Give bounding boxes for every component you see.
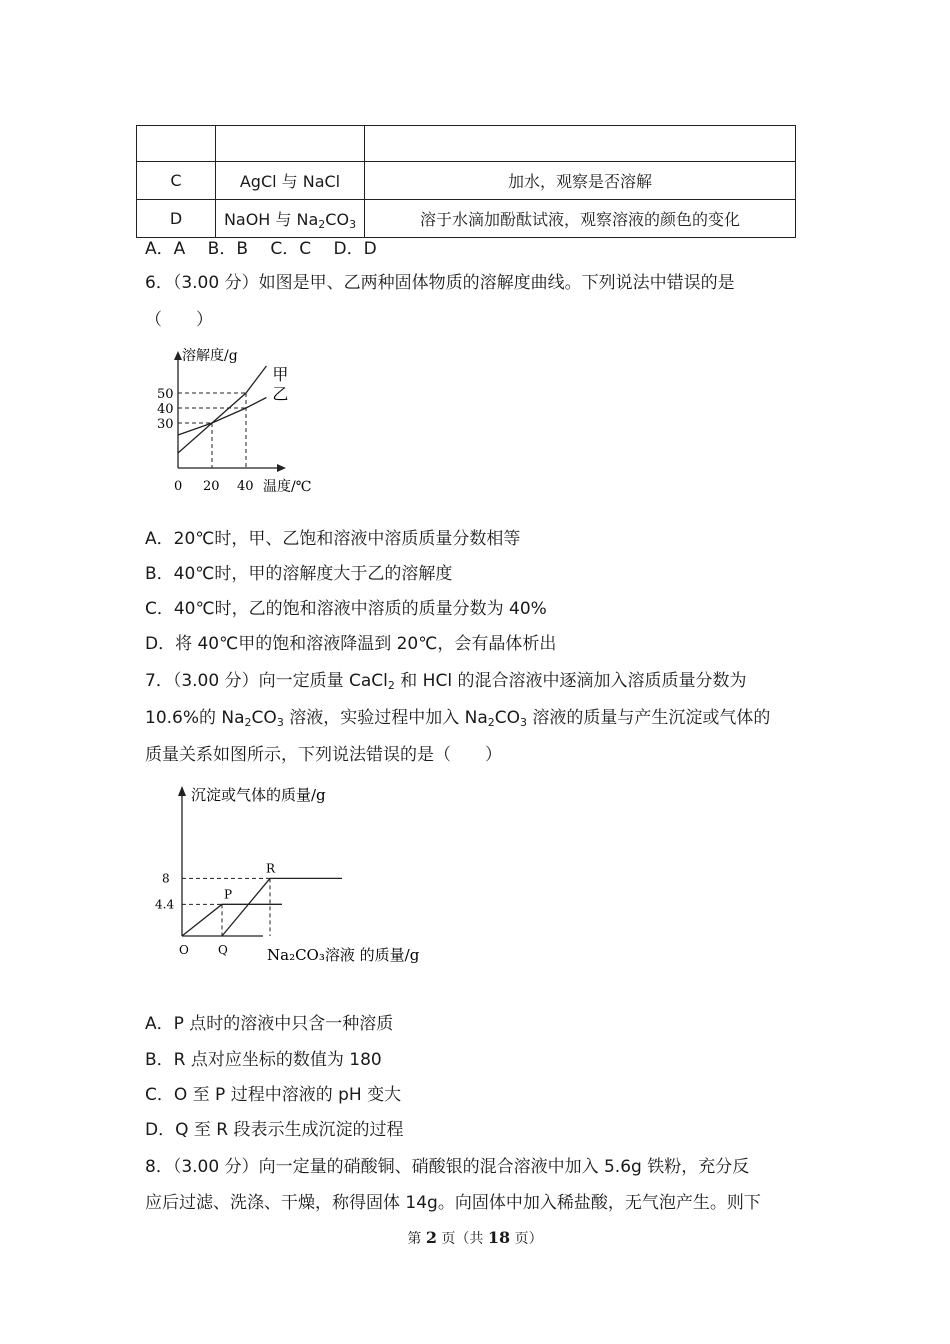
table-cell xyxy=(365,126,796,162)
q8-stem-line2: 应后过滤、洗涤、干燥，称得固体 14g。向固体中加入稀盐酸，无气泡产生。则下 xyxy=(145,1193,761,1213)
y-axis-arrow xyxy=(178,786,186,796)
q7-stem-line3: 质量关系如图所示，下列说法错误的是（ ） xyxy=(145,745,502,765)
point-label-r: R xyxy=(266,861,276,876)
x-tick-label: 40 xyxy=(237,479,254,494)
table-cell-substances: NaOH 与 $Na_2CO_3$ xyxy=(216,200,365,238)
y-tick-label: 30 xyxy=(157,417,174,432)
precipitate-ylabel: 沉淀或气体的质量/g xyxy=(191,786,326,804)
precipitate-chart xyxy=(145,778,445,978)
q7-option-a: A．P 点时的溶液中只含一种溶质 xyxy=(145,1014,394,1034)
y-tick-label: 8 xyxy=(162,871,170,886)
table-row xyxy=(137,126,796,162)
x-tick-label: 20 xyxy=(203,479,220,494)
q7-stem-line2: 10.6%的 $Na_2CO_3$ 溶液，实验过程中加入 $Na_2CO_3$ 溶液的质量与产生沉淀或气体的 xyxy=(145,708,771,729)
series-label: 甲 xyxy=(272,365,289,384)
table-cell-method: 加水，观察是否溶解 xyxy=(365,162,796,200)
solubility-axes xyxy=(174,351,289,472)
options-table xyxy=(136,125,796,238)
point-label-q: Q xyxy=(218,943,228,957)
solubility-chart xyxy=(145,340,345,500)
page-footer: 第 2 页（共 18 页） xyxy=(407,1228,543,1247)
table-row xyxy=(137,162,796,200)
x-axis-arrow xyxy=(277,464,286,472)
y-axis-arrow xyxy=(174,351,182,360)
q7-stem-line1: 7．（3.00 分）向一定质量 CaCl$_2$ 和 HCl 的混合溶液中逐滴加入溶质质量分数为 xyxy=(145,671,747,692)
table-cell-method: 溶于水滴加酚酞试液，观察溶液的颜色的变化 xyxy=(365,200,796,238)
x-tick-label: 0 xyxy=(174,479,183,494)
table-cell-substances: AgCl 与 NaCl xyxy=(216,162,365,200)
point-label-p: P xyxy=(224,887,233,902)
y-tick-label: 50 xyxy=(157,387,174,402)
y-tick-label: 4.4 xyxy=(155,897,175,912)
q6-option-c: C．40℃时，乙的饱和溶液中溶质的质量分数为 40% xyxy=(145,599,547,619)
q6-stem-paren: （ ） xyxy=(145,310,213,330)
precipitate-line xyxy=(222,878,342,936)
q5-answers: A．A B．B C．C D．D xyxy=(145,239,377,259)
q6-option-a: A．20℃时，甲、乙饱和溶液中溶质质量分数相等 xyxy=(145,529,521,549)
table-cell xyxy=(216,126,365,162)
solubility-ylabel: 溶解度/g xyxy=(182,348,238,364)
origin-label: O xyxy=(179,943,189,957)
q6-option-d: D．将 40℃甲的饱和溶液降温到 20℃，会有晶体析出 xyxy=(145,634,557,654)
table-row xyxy=(137,200,796,238)
q7-option-b: B．R 点对应坐标的数值为 180 xyxy=(145,1050,382,1070)
table-cell-label: D xyxy=(137,200,216,238)
q8-stem-line1: 8．（3.00 分）向一定量的硝酸铜、硝酸银的混合溶液中加入 5.6g 铁粉，充分反 xyxy=(145,1157,750,1177)
q7-option-d: D．Q 至 R 段表示生成沉淀的过程 xyxy=(145,1120,404,1140)
series-line-yi xyxy=(178,398,266,436)
q6-option-b: B．40℃时，甲的溶解度大于乙的溶解度 xyxy=(145,564,453,584)
series-line-jia xyxy=(178,366,266,453)
table-cell-label: C xyxy=(137,162,216,200)
series-label: 乙 xyxy=(272,384,289,404)
gas-line xyxy=(182,904,282,936)
q6-stem: 6．（3.00 分）如图是甲、乙两种固体物质的溶解度曲线。下列说法中错误的是 xyxy=(145,273,735,293)
q7-option-c: C．O 至 P 过程中溶液的 pH 变大 xyxy=(145,1085,402,1105)
table-cell xyxy=(137,126,216,162)
solubility-xlabel: 温度/℃ xyxy=(263,479,312,495)
precipitate-xlabel: Na₂CO₃溶液 的质量/g xyxy=(267,946,420,964)
y-tick-label: 40 xyxy=(157,402,174,417)
